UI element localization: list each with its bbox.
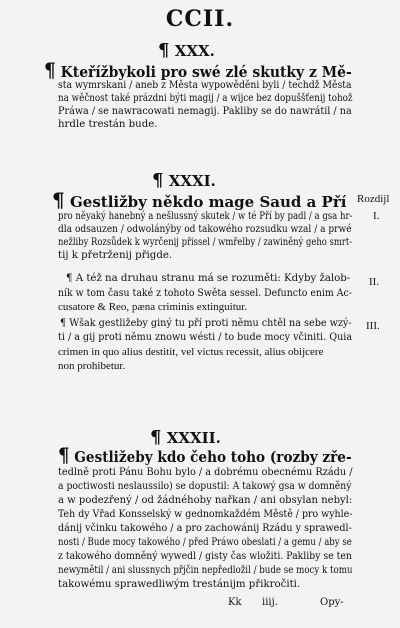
text-line: Teh dy Vřad Konsselský w gednomkaždém Městě / pro wyhle- bbox=[58, 509, 353, 520]
text-line: dánij včinku takowého / a pro zachowánij Rzádu y sprawedl- bbox=[58, 523, 352, 534]
text-line: pro něyaký hanebný a nešlussný skutek / w té Pří by padl / a gsa hr- bbox=[58, 211, 353, 222]
text-line: nosti / Bude mocy takowého / před Práwo obeslati / a gemu / aby se bbox=[58, 537, 352, 548]
text-line: nežliby Rozsůdek k wyrčenij přissel / wmřelby / zawiněný geho smrt- bbox=[58, 237, 353, 248]
pilcrow-icon: ¶ bbox=[66, 273, 76, 284]
text-line: dla odsauzen / odwolánýby od takowého rozsudku wzal / a prwé bbox=[58, 224, 352, 235]
pilcrow-icon: ¶ bbox=[58, 443, 70, 467]
pilcrow-icon: ¶ bbox=[152, 170, 164, 191]
text-line: cusatore & Reo, pæna criminis extinguitur. bbox=[58, 301, 248, 313]
text-line: ti / a gij proti němu znowu wésti / to bude mocy včiniti. Quia bbox=[58, 332, 353, 343]
text-line: Práwa / se nawracowati nemagij. Pakliby se do nawrátil / na bbox=[58, 106, 352, 117]
text-line: a poctiwosti neslaussilo) se dopustil: A takowý gsa w domněný bbox=[58, 481, 352, 492]
text-line: tedlně proti Pánu Bohu bylo / a dobrému obecnému Rzádu / bbox=[58, 467, 353, 478]
chapter-title-31: ¶ Gestližby někdo mage Saud a Pří bbox=[52, 188, 347, 212]
folio-number: CCII. bbox=[165, 6, 235, 32]
margin-note: Rozdijl bbox=[357, 193, 390, 205]
text-line: ¶ A též na druhau stranu má se rozuměti: Kdyby žalob- bbox=[66, 273, 351, 284]
chapter-heading-32: ¶ XXXII. bbox=[150, 427, 221, 448]
pilcrow-icon: ¶ bbox=[158, 40, 170, 61]
text-line: tij k přetrženij přigde. bbox=[58, 250, 173, 261]
text-line: takowému sprawedliwým trestánijm přikročiti. bbox=[58, 579, 301, 590]
pilcrow-icon: ¶ bbox=[60, 318, 70, 329]
pilcrow-icon: ¶ bbox=[44, 58, 56, 82]
text-line: z takowého domněný wywedl / gisty čas wložiti. Pakliby se ten bbox=[58, 551, 352, 562]
chapter-heading-31: ¶ XXXI. bbox=[152, 170, 216, 191]
chapter-title-32: ¶ Gestližeby kdo čeho toho (rozby zře- bbox=[58, 443, 352, 467]
text-line: non prohibetur. bbox=[58, 360, 126, 372]
chapter-heading-30: ¶ XXX. bbox=[158, 40, 215, 61]
catchword: Opy- bbox=[320, 597, 344, 608]
text-line: crimen in quo alius destitit, vel victus recessit, alius obijcere bbox=[58, 346, 324, 358]
pilcrow-icon: ¶ bbox=[52, 188, 65, 212]
pilcrow-icon: ¶ bbox=[150, 427, 162, 448]
margin-note: III. bbox=[366, 320, 380, 332]
text-line: a w podezřený / od žádnéhoby nařkan / ani obsylan nebyl: bbox=[58, 495, 353, 506]
leaf-number: iiij. bbox=[262, 597, 278, 608]
margin-note: II. bbox=[369, 276, 380, 288]
text-line: sta wymrskani / aneb z Města wypowěděni byli / techdž Města bbox=[58, 80, 352, 91]
text-line: newymětil / ani slussnych přjčin nepředložil / bude se mocy k tomu bbox=[58, 565, 353, 576]
chapter-title-30: ¶ Kteřížbykoli pro swé zlé skutky z Mě- bbox=[44, 58, 352, 82]
text-line: na wěčnost také prázdni býti magij / a wijce bez dopuššťenij tohož bbox=[58, 93, 353, 104]
text-line: ník w tom času také z tohoto Swěta sessel. Defuncto enim Ac- bbox=[58, 288, 352, 299]
signature-mark: Kk bbox=[228, 597, 242, 608]
text-line: hrdle trestán bude. bbox=[58, 119, 158, 130]
margin-note: I. bbox=[373, 210, 380, 222]
text-line: ¶ Wšak gestližeby giný tu pří proti němu chtěl na sebe wzý- bbox=[60, 318, 352, 329]
